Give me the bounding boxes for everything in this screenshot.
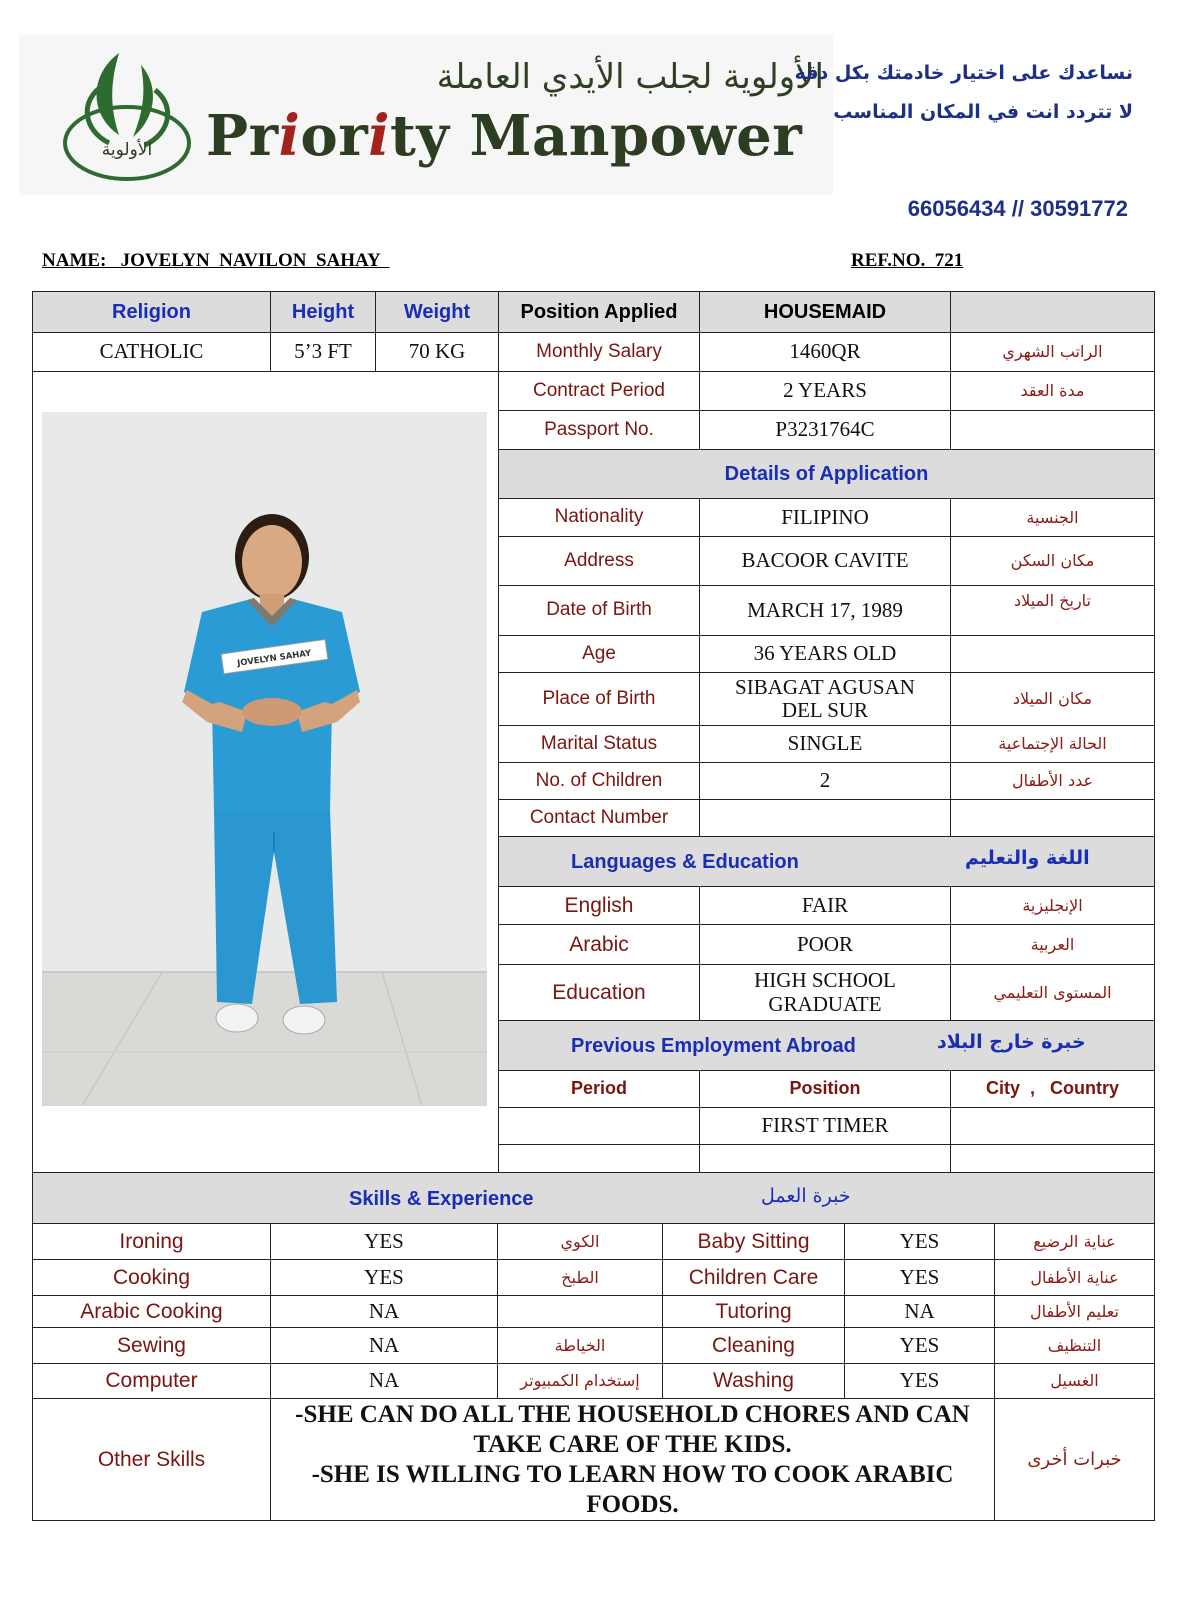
nationality-value: FILIPINO bbox=[699, 498, 951, 537]
skill-value: YES bbox=[844, 1259, 995, 1296]
employment-period-header: Period bbox=[498, 1070, 700, 1108]
skill-label: Sewing bbox=[32, 1327, 271, 1364]
skills-title-ar: خبرة العمل bbox=[761, 1185, 851, 1207]
skills-title: Skills & Experience bbox=[349, 1188, 534, 1210]
priority-emblem-icon bbox=[49, 45, 199, 185]
skill-label: Cooking bbox=[32, 1259, 271, 1296]
religion-header: Religion bbox=[32, 291, 271, 333]
skill-value: NA bbox=[844, 1295, 995, 1328]
other-skills-line-1: -SHE CAN DO ALL THE HOUSEHOLD CHORES AND CAN TAKE CARE OF THE KIDS. bbox=[295, 1400, 970, 1458]
other-skills-label: Other Skills bbox=[32, 1398, 271, 1521]
skill-label: Arabic Cooking bbox=[32, 1295, 271, 1328]
employment-position-1: FIRST TIMER bbox=[699, 1107, 951, 1145]
nationality-label-ar: الجنسية bbox=[950, 498, 1155, 537]
employment-title-row bbox=[498, 1020, 1155, 1071]
height-value: 5’3 FT bbox=[270, 332, 376, 372]
age-label: Age bbox=[498, 635, 700, 673]
languages-title-ar: اللغة والتعليم bbox=[965, 847, 1090, 869]
skill-label: Ironing bbox=[32, 1223, 271, 1260]
reference-number: REF.NO. 721 bbox=[851, 250, 964, 271]
svg-text:JOVELYN SAHAY: JOVELYN SAHAY bbox=[236, 648, 312, 669]
employment-title-ar: خبرة خارج البلاد bbox=[937, 1031, 1086, 1053]
skill-label: Baby Sitting bbox=[662, 1223, 845, 1260]
other-skills-text bbox=[270, 1398, 995, 1521]
employment-title: Previous Employment Abroad bbox=[571, 1035, 856, 1057]
skill-label-ar: إستخدام الكمبيوتر bbox=[497, 1363, 663, 1399]
religion-value: CATHOLIC bbox=[32, 332, 271, 372]
logo-banner bbox=[19, 35, 833, 195]
other-skills-label-ar: خبرات أخرى bbox=[994, 1398, 1155, 1521]
skills-title-row bbox=[32, 1172, 1155, 1224]
passport-value: P3231764C bbox=[699, 410, 951, 450]
other-skills-line-2: -SHE IS WILLING TO LEARN HOW TO COOK ARABIC FOODS. bbox=[311, 1460, 954, 1518]
details-title: Details of Application bbox=[498, 449, 1155, 499]
candidate-name: NAME: JOVELYN NAVILON SAHAY bbox=[42, 250, 390, 271]
employment-location-2 bbox=[950, 1144, 1155, 1173]
skill-label-ar: الكوي bbox=[497, 1223, 663, 1260]
english-label: English bbox=[498, 886, 700, 925]
contact-label: Contact Number bbox=[498, 799, 700, 837]
employment-period-1 bbox=[498, 1107, 700, 1145]
skill-label: Cleaning bbox=[662, 1327, 845, 1364]
arabic-label-ar: العربية bbox=[950, 924, 1155, 965]
skill-label-ar bbox=[497, 1295, 663, 1328]
salary-label: Monthly Salary bbox=[498, 332, 700, 372]
education-value: HIGH SCHOOL GRADUATE bbox=[699, 964, 951, 1021]
skill-label-ar: عناية الرضيع bbox=[994, 1223, 1155, 1260]
height-header: Height bbox=[270, 291, 376, 333]
birthplace-value: SIBAGAT AGUSAN DEL SUR bbox=[699, 672, 951, 726]
candidate-photo bbox=[42, 412, 487, 1106]
skill-value: NA bbox=[270, 1363, 498, 1399]
svg-text:الأولوية: الأولوية bbox=[101, 140, 153, 160]
skill-label-ar: الطبخ bbox=[497, 1259, 663, 1296]
address-label-ar: مكان السكن bbox=[950, 536, 1155, 586]
age-value: 36 YEARS OLD bbox=[699, 635, 951, 673]
dob-label-ar: تاريخ الميلاد bbox=[950, 585, 1155, 636]
employment-location-1 bbox=[950, 1107, 1155, 1145]
birthplace-label-ar: مكان الميلاد bbox=[950, 672, 1155, 726]
skill-label: Washing bbox=[662, 1363, 845, 1399]
marital-value: SINGLE bbox=[699, 725, 951, 763]
passport-label: Passport No. bbox=[498, 410, 700, 450]
skill-label: Computer bbox=[32, 1363, 271, 1399]
arabic-value: POOR bbox=[699, 924, 951, 965]
slogan-line-1: نساعدك على اختيار خادمتك بكل دقة bbox=[794, 62, 1133, 84]
employment-position-2 bbox=[699, 1144, 951, 1173]
position-empty bbox=[950, 291, 1155, 333]
weight-value: 70 KG bbox=[375, 332, 499, 372]
age-empty bbox=[950, 635, 1155, 673]
employment-period-2 bbox=[498, 1144, 700, 1173]
dob-label: Date of Birth bbox=[498, 585, 700, 636]
skill-label: Tutoring bbox=[662, 1295, 845, 1328]
skill-label-ar: الغسيل bbox=[994, 1363, 1155, 1399]
children-label-ar: عدد الأطفال bbox=[950, 762, 1155, 800]
skill-label-ar: تعليم الأطفال bbox=[994, 1295, 1155, 1328]
english-label-ar: الإنجليزية bbox=[950, 886, 1155, 925]
contact-empty bbox=[950, 799, 1155, 837]
contract-label: Contract Period bbox=[498, 371, 700, 411]
skill-label: Children Care bbox=[662, 1259, 845, 1296]
children-value: 2 bbox=[699, 762, 951, 800]
phone-numbers: 66056434 // 30591772 bbox=[907, 196, 1128, 221]
nationality-label: Nationality bbox=[498, 498, 700, 537]
skill-label-ar: عناية الأطفال bbox=[994, 1259, 1155, 1296]
skill-value: NA bbox=[270, 1327, 498, 1364]
employment-position-header: Position bbox=[699, 1070, 951, 1108]
dob-value: MARCH 17, 1989 bbox=[699, 585, 951, 636]
education-label: Education bbox=[498, 964, 700, 1021]
salary-label-ar: الراتب الشهري bbox=[950, 332, 1155, 372]
education-label-ar: المستوى التعليمي bbox=[950, 964, 1155, 1021]
languages-title-row bbox=[498, 836, 1155, 887]
skill-value: NA bbox=[270, 1295, 498, 1328]
logo-english-text: Priority Manpower bbox=[206, 103, 803, 169]
skill-value: YES bbox=[270, 1223, 498, 1260]
children-label: No. of Children bbox=[498, 762, 700, 800]
skill-value: YES bbox=[844, 1363, 995, 1399]
birthplace-label: Place of Birth bbox=[498, 672, 700, 726]
salary-value: 1460QR bbox=[699, 332, 951, 372]
employment-location-header: City , Country bbox=[950, 1070, 1155, 1108]
contract-label-ar: مدة العقد bbox=[950, 371, 1155, 411]
skill-label-ar: الخياطة bbox=[497, 1327, 663, 1364]
arabic-label: Arabic bbox=[498, 924, 700, 965]
passport-empty bbox=[950, 410, 1155, 450]
contract-value: 2 YEARS bbox=[699, 371, 951, 411]
languages-title: Languages & Education bbox=[571, 851, 799, 873]
contact-value bbox=[699, 799, 951, 837]
skill-value: YES bbox=[270, 1259, 498, 1296]
slogan-line-2: لا تتردد انت في المكان المناسب bbox=[833, 101, 1133, 123]
english-value: FAIR bbox=[699, 886, 951, 925]
address-label: Address bbox=[498, 536, 700, 586]
marital-label: Marital Status bbox=[498, 725, 700, 763]
skill-value: YES bbox=[844, 1327, 995, 1364]
position-header: Position Applied bbox=[498, 291, 700, 333]
address-value: BACOOR CAVITE bbox=[699, 536, 951, 586]
logo-arabic-text: الأولوية لجلب الأيدي العاملة bbox=[436, 57, 824, 97]
position-value: HOUSEMAID bbox=[699, 291, 951, 333]
skill-label-ar: التنظيف bbox=[994, 1327, 1155, 1364]
skill-value: YES bbox=[844, 1223, 995, 1260]
marital-label-ar: الحالة الإجتماعية bbox=[950, 725, 1155, 763]
weight-header: Weight bbox=[375, 291, 499, 333]
